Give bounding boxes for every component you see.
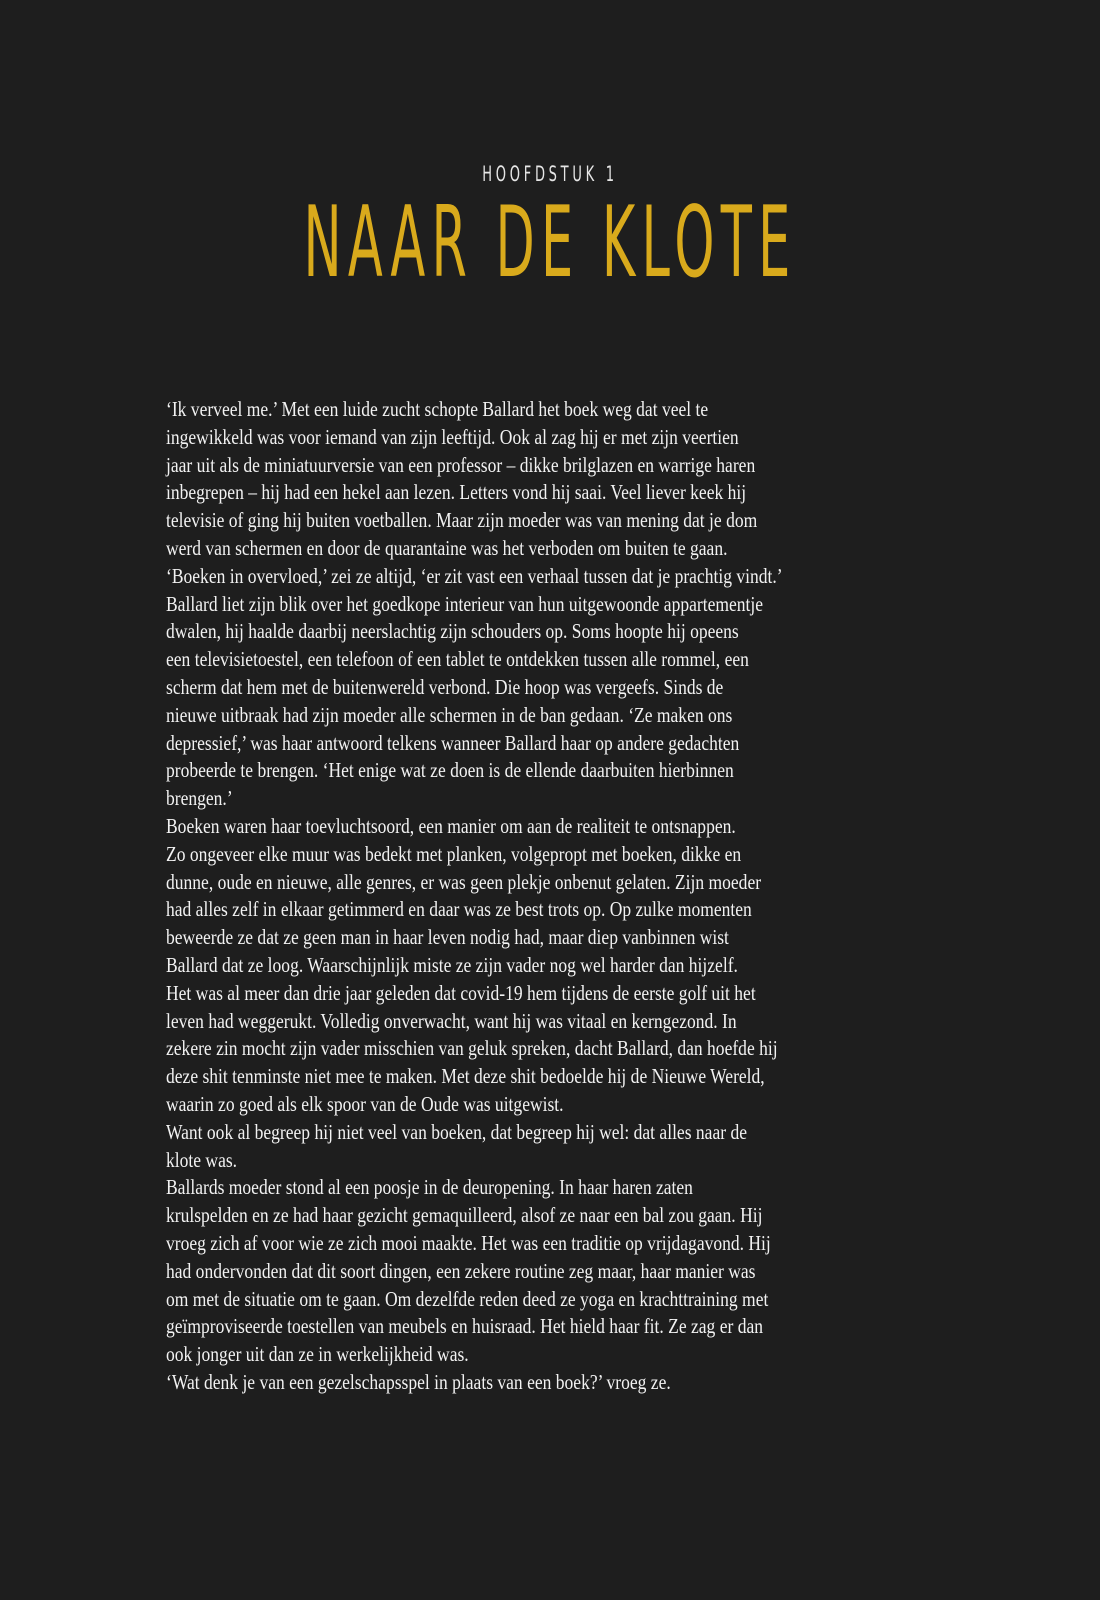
text-line: om met de situatie om te gaan. Om dezelfde reden deed ze yoga en krachttraining met [166,1286,769,1311]
text-line: scherm dat hem met de buitenwereld verbond. Die hoop was vergeefs. Sinds de [166,674,724,699]
text-line: deze shit tenminste niet mee te maken. Met deze shit bedoelde hij de Nieuwe Wereld, [166,1064,765,1089]
body-text [166,396,1100,1397]
text-line: Zo ongeveer elke muur was bedekt met planken, volgepropt met boeken, dikke en [166,841,742,866]
text-line: klote was. [166,1147,238,1172]
text-line: ook jonger uit dan ze in werkelijkheid was. [166,1342,469,1367]
text-line: leven had weggerukt. Volledig onverwacht, want hij was vitaal en kerngezond. In [166,1008,737,1033]
text-line: had ondervonden dat dit soort dingen, een zekere routine zeg maar, haar manier was [166,1258,756,1283]
text-line: waarin zo goed als elk spoor van de Oude was uitgewist. [166,1091,564,1116]
text-line: ‘Wat denk je van een gezelschapsspel in plaats van een boek?’ vroeg ze. [166,1369,671,1394]
text-line: dwalen, hij haalde daarbij neerslachtig zijn schouders op. Soms hoopte hij opeens [166,619,739,644]
text-line: inbegrepen – hij had een hekel aan lezen. Letters vond hij saai. Veel liever keek hij [166,480,747,505]
text-line: Ballard liet zijn blik over het goedkope interieur van hun uitgewoonde appartementje [166,591,764,616]
text-line: probeerde te brengen. ‘Het enige wat ze doen is de ellende daarbuiten hierbinnen [166,758,734,783]
text-line: nieuwe uitbraak had zijn moeder alle schermen in de ban gedaan. ‘Ze maken ons [166,702,733,727]
text-line: ‘Ik verveel me.’ Met een luide zucht schopte Ballard het boek weg dat veel te [166,397,709,421]
chapter-label: HOOFDSTUK 1 [482,162,618,186]
text-line: vroeg zich af voor wie ze zich mooi maakte. Het was een traditie op vrijdagavond. Hij [166,1230,771,1255]
text-line: Ballards moeder stond al een poosje in de deuropening. In haar haren zaten [166,1175,693,1200]
text-line: ingewikkeld was voor iemand van zijn leeftijd. Ook al zag hij er met zijn veertien [166,424,739,449]
text-line: Het was al meer dan drie jaar geleden dat covid-19 hem tijdens de eerste golf uit het [166,980,756,1005]
text-line: zekere zin mocht zijn vader misschien van geluk spreken, dacht Ballard, dan hoefde hij [166,1036,778,1061]
text-line: werd van schermen en door de quarantaine was het verboden om buiten te gaan. [166,535,728,560]
text-line: depressief,’ was haar antwoord telkens wanneer Ballard haar op andere gedachten [166,730,740,755]
text-line: televisie of ging hij buiten voetballen. Maar zijn moeder was van mening dat je dom [166,508,758,533]
text-line: krulspelden en ze had haar gezicht gemaquilleerd, alsof ze naar een bal zou gaan. Hij [166,1203,763,1228]
text-line: beweerde ze dat ze geen man in haar leven nodig had, maar diep vanbinnen wist [166,925,729,950]
text-line: had alles zelf in elkaar getimmerd en daar was ze best trots op. Op zulke momenten [166,897,752,922]
text-line: Ballard dat ze loog. Waarschijnlijk miste ze zijn vader nog wel harder dan hijzelf. [166,952,738,977]
text-line: dunne, oude en nieuwe, alle genres, er was geen plekje onbenut gelaten. Zijn moeder [166,869,762,894]
text-line: jaar uit als de miniatuurversie van een professor – dikke brilglazen en warrige haren [166,452,756,477]
text-line: geïmproviseerde toestellen van meubels en huisraad. Het hield haar fit. Ze zag er dan [166,1314,764,1339]
text-line: Boeken waren haar toevluchtsoord, een manier om aan de realiteit te ontsnappen. [166,813,736,838]
chapter-title: NAAR DE KLOTE [303,186,797,300]
text-line: ‘Boeken in overvloed,’ zei ze altijd, ‘er zit vast een verhaal tussen dat je prachtig vindt.’ [166,563,783,588]
text-line: brengen.’ [166,786,233,811]
text-line: Want ook al begreep hij niet veel van boeken, dat begreep hij wel: dat alles naar de [166,1119,747,1144]
text-line: een televisietoestel, een telefoon of een tablet te ontdekken tussen alle rommel, een [166,647,749,672]
